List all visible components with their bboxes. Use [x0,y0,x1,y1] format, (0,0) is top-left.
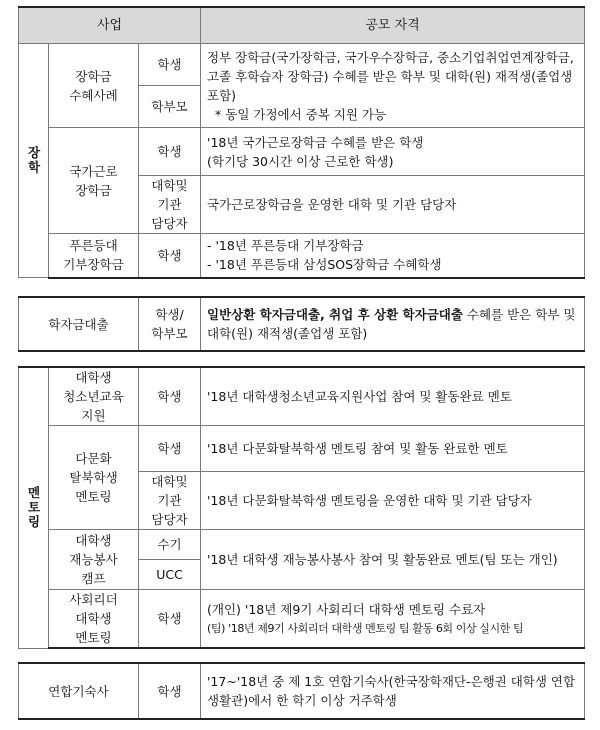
table-row [19,663,585,719]
loan-table [18,296,585,352]
table-row [19,590,585,649]
qualification-cell: 정부 장학금(국가장학금, 국가우수장학금, 중소기업취업연계장학금, 고졸 후학습자 장학금) 수혜를 받은 학부 및 대학(원) 재적생(졸업생 포함) * 동일 가정에서 중복 지원 가능 [201,44,585,128]
role-cell: 대학및 기관 담당자 [139,472,201,530]
qualification-cell: - '18년 푸른등대 기부장학금 - '18년 푸른등대 삼성SOS장학금 수혜학생 [201,234,585,278]
table-row [19,426,585,472]
qualification-cell: 국가근로장학금을 운영한 대학 및 기관 담당자 [201,176,585,234]
role-cell: 학생/ 학부모 [139,297,201,351]
role-cell: 학생 [139,663,201,719]
qualification-cell: '18년 대학생 재능봉사봉사 참여 및 활동완료 멘토(팀 또는 개인) [201,530,585,590]
note-text: * 동일 가정에서 중복 지원 가능 [215,106,387,122]
role-cell: 수기 [139,530,201,560]
program-national-work: 국가근로 장학금 [49,128,139,234]
table-row [19,44,585,86]
program-blue-lighthouse: 푸른등대 기부장학금 [49,234,139,278]
role-cell: 학생 [139,128,201,176]
category-mentoring: 멘토링 [19,367,49,648]
table-row [19,128,585,176]
role-cell: UCC [139,560,201,590]
table-row [19,234,585,278]
header-qualification: 공모 자격 [201,7,585,44]
table-row [19,367,585,426]
role-cell: 학생 [139,234,201,278]
qualification-cell: '17~'18년 중 제 1호 연합기숙사(한국장학재단-은행권 대학생 연합생활관)에서 한 학기 이상 거주학생 [201,663,585,719]
qualification-cell: '18년 국가근로장학금 수혜를 받은 학생 (학기당 30시간 이상 근로한 학생) [201,128,585,176]
qualification-cell: '18년 다문화탈북학생 멘토링을 운영한 대학 및 기관 담당자 [201,472,585,530]
table-row [19,530,585,560]
table-row [19,297,585,351]
program-united-dorm: 연합기숙사 [19,663,139,719]
program-student-loan: 학자금대출 [19,297,139,351]
qualification-cell: (개인) '18년 제9기 사회리더 대학생 멘토링 수료자 (팀) '18년 제9기 사회리더 대학생 멘토링 팀 활동 6회 이상 실시한 팀 [201,590,585,649]
dorm-table [18,662,585,720]
scholarship-table [18,6,585,279]
mentoring-table [18,366,585,649]
role-cell: 학부모 [139,86,201,128]
program-multicultural: 다문화 탈북학생 멘토링 [49,426,139,530]
program-talent-camp: 대학생 재능봉사 캠프 [49,530,139,590]
qualification-cell: 일반상환 학자금대출, 취업 후 상환 학자금대출 수혜를 받은 학부 및 대학(원) 재적생(졸업생 포함) [201,297,585,351]
header-program: 사업 [19,7,201,44]
role-cell: 학생 [139,44,201,86]
role-cell: 대학및 기관 담당자 [139,176,201,234]
role-cell: 학생 [139,426,201,472]
program-scholarship-case: 장학금 수혜사례 [49,44,139,128]
table-header-row [19,7,585,44]
program-youth-education: 대학생 청소년교육 지원 [49,367,139,426]
category-scholarship: 장학 [19,44,49,278]
qualification-cell: '18년 대학생청소년교육지원사업 참여 및 활동완료 멘토 [201,367,585,426]
qualification-cell: '18년 다문화탈북학생 멘토링 참여 및 활동 완료한 멘토 [201,426,585,472]
role-cell: 학생 [139,590,201,649]
role-cell: 학생 [139,367,201,426]
program-social-leader: 사회리더 대학생 멘토링 [49,590,139,649]
